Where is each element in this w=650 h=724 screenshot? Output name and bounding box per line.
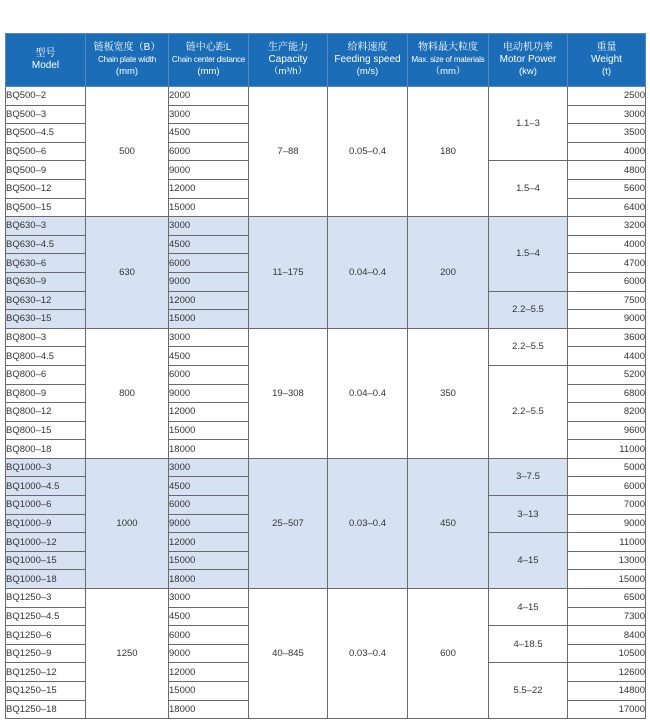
weight-cell: 4400 (568, 347, 646, 366)
feeding-speed-cell: 0.03–0.4 (328, 458, 408, 588)
header-weight-cn: 重量 (596, 42, 617, 53)
motor-power-cell: 2.2–5.5 (489, 291, 568, 328)
chain-distance-cell: 4500 (169, 235, 249, 254)
model-cell: BQ500–9 (6, 161, 86, 180)
model-cell: BQ630–4.5 (6, 235, 86, 254)
capacity-cell: 11–175 (249, 217, 328, 329)
max-size-cell: 350 (408, 328, 489, 458)
chain-distance-cell: 4500 (169, 347, 249, 366)
chain-distance-cell: 15000 (169, 551, 249, 570)
chain-distance-cell: 3000 (169, 328, 249, 347)
header-maxsize-unit: （mm） (430, 66, 466, 77)
chain-distance-cell: 3000 (169, 589, 249, 608)
model-cell: BQ1250–12 (6, 663, 86, 682)
feeding-speed-cell: 0.04–0.4 (328, 328, 408, 458)
chain-distance-cell: 12000 (169, 663, 249, 682)
model-cell: BQ800–18 (6, 440, 86, 459)
chain-distance-cell: 12000 (169, 291, 249, 310)
chain-distance-cell: 4500 (169, 124, 249, 143)
motor-power-cell: 1.1–3 (489, 87, 568, 161)
table-row (6, 87, 646, 106)
model-cell: BQ800–9 (6, 384, 86, 403)
chain-width-cell: 1000 (86, 458, 169, 588)
motor-power-cell: 1.5–4 (489, 161, 568, 217)
weight-cell: 11000 (568, 440, 646, 459)
weight-cell: 7000 (568, 496, 646, 515)
chain-distance-cell: 18000 (169, 700, 249, 719)
weight-cell: 14800 (568, 682, 646, 701)
weight-cell: 6400 (568, 198, 646, 217)
header-distance-unit: (mm) (197, 66, 220, 77)
model-cell: BQ1000–4.5 (6, 477, 86, 496)
chain-distance-cell: 15000 (169, 682, 249, 701)
spec-table-wrapper (5, 33, 646, 719)
model-cell: BQ630–9 (6, 272, 86, 291)
header-capacity (249, 34, 328, 87)
capacity-cell: 19–308 (249, 328, 328, 458)
model-cell: BQ1000–15 (6, 551, 86, 570)
model-cell: BQ630–12 (6, 291, 86, 310)
weight-cell: 9000 (568, 310, 646, 329)
header-capacity-unit: （m³/h） (268, 66, 307, 77)
model-cell: BQ630–15 (6, 310, 86, 329)
header-speed (328, 34, 408, 87)
weight-cell: 6500 (568, 589, 646, 608)
chain-distance-cell: 15000 (169, 421, 249, 440)
header-speed-cn: 给料速度 (347, 42, 388, 53)
capacity-cell: 7–88 (249, 87, 328, 217)
motor-power-cell: 2.2–5.5 (489, 365, 568, 458)
weight-cell: 5600 (568, 179, 646, 198)
table-row (6, 217, 646, 236)
model-cell: BQ1250–4.5 (6, 607, 86, 626)
table-row (6, 458, 646, 477)
header-maxsize (408, 34, 489, 87)
max-size-cell: 200 (408, 217, 489, 329)
header-weight-en: Weight (591, 54, 622, 65)
weight-cell: 15000 (568, 570, 646, 589)
weight-cell: 4800 (568, 161, 646, 180)
header-row (6, 34, 646, 87)
header-power-cn: 电动机功率 (503, 42, 553, 53)
weight-cell: 5200 (568, 365, 646, 384)
model-cell: BQ630–6 (6, 254, 86, 273)
header-weight-unit: (t) (602, 66, 611, 77)
weight-cell: 13000 (568, 551, 646, 570)
chain-distance-cell: 4500 (169, 607, 249, 626)
feeding-speed-cell: 0.04–0.4 (328, 217, 408, 329)
weight-cell: 3500 (568, 124, 646, 143)
chain-distance-cell: 6000 (169, 626, 249, 645)
chain-distance-cell: 3000 (169, 458, 249, 477)
motor-power-cell: 5.5–22 (489, 663, 568, 719)
weight-cell: 3000 (568, 105, 646, 124)
header-capacity-en: Capacity (268, 54, 308, 65)
weight-cell: 17000 (568, 700, 646, 719)
model-cell: BQ800–4.5 (6, 347, 86, 366)
model-cell: BQ500–4.5 (6, 124, 86, 143)
motor-power-cell: 4–15 (489, 533, 568, 589)
header-distance-cn: 链中心距L (185, 42, 232, 53)
weight-cell: 8400 (568, 626, 646, 645)
header-weight (568, 34, 646, 87)
chain-distance-cell: 9000 (169, 514, 249, 533)
header-model (6, 34, 86, 87)
capacity-cell: 40–845 (249, 589, 328, 719)
chain-distance-cell: 6000 (169, 365, 249, 384)
chain-distance-cell: 9000 (169, 384, 249, 403)
header-distance-en: Chain center distance (171, 55, 246, 64)
model-cell: BQ1000–3 (6, 458, 86, 477)
max-size-cell: 450 (408, 458, 489, 588)
model-cell: BQ500–15 (6, 198, 86, 217)
chain-distance-cell: 3000 (169, 105, 249, 124)
model-cell: BQ800–6 (6, 365, 86, 384)
header-distance (169, 34, 249, 87)
model-cell: BQ800–15 (6, 421, 86, 440)
chain-distance-cell: 18000 (169, 440, 249, 459)
spec-table-body (6, 87, 646, 719)
model-cell: BQ500–3 (6, 105, 86, 124)
chain-distance-cell: 2000 (169, 87, 249, 106)
weight-cell: 11000 (568, 533, 646, 552)
feeding-speed-cell: 0.05–0.4 (328, 87, 408, 217)
weight-cell: 7500 (568, 291, 646, 310)
chain-distance-cell: 12000 (169, 533, 249, 552)
weight-cell: 9000 (568, 514, 646, 533)
weight-cell: 4000 (568, 235, 646, 254)
model-cell: BQ1250–6 (6, 626, 86, 645)
model-cell: BQ1250–3 (6, 589, 86, 608)
chain-distance-cell: 6000 (169, 142, 249, 161)
chain-distance-cell: 9000 (169, 161, 249, 180)
weight-cell: 6000 (568, 477, 646, 496)
model-cell: BQ1250–9 (6, 644, 86, 663)
header-capacity-cn: 生产能力 (268, 42, 308, 53)
weight-cell: 4700 (568, 254, 646, 273)
table-row (6, 589, 646, 608)
model-cell: BQ1000–12 (6, 533, 86, 552)
model-cell: BQ800–12 (6, 403, 86, 422)
feeding-speed-cell: 0.03–0.4 (328, 589, 408, 719)
chain-distance-cell: 6000 (169, 496, 249, 515)
model-cell: BQ1250–18 (6, 700, 86, 719)
model-cell: BQ500–6 (6, 142, 86, 161)
motor-power-cell: 2.2–5.5 (489, 328, 568, 365)
header-maxsize-cn: 物料最大粒度 (418, 42, 478, 53)
model-cell: BQ500–12 (6, 179, 86, 198)
model-cell: BQ1250–15 (6, 682, 86, 701)
chain-width-cell: 1250 (86, 589, 169, 719)
chain-distance-cell: 9000 (169, 272, 249, 291)
max-size-cell: 180 (408, 87, 489, 217)
motor-power-cell: 3–13 (489, 496, 568, 533)
weight-cell: 6800 (568, 384, 646, 403)
weight-cell: 3600 (568, 328, 646, 347)
chain-distance-cell: 3000 (169, 217, 249, 236)
spec-table (5, 33, 646, 719)
model-cell: BQ1000–6 (6, 496, 86, 515)
header-width-cn: 链板宽度（B） (93, 42, 161, 53)
header-model-en: Model (31, 60, 60, 71)
model-cell: BQ800–3 (6, 328, 86, 347)
header-width (86, 34, 169, 87)
weight-cell: 7300 (568, 607, 646, 626)
max-size-cell: 600 (408, 589, 489, 719)
table-row (6, 328, 646, 347)
header-power (489, 34, 568, 87)
chain-distance-cell: 12000 (169, 179, 249, 198)
weight-cell: 3200 (568, 217, 646, 236)
chain-distance-cell: 18000 (169, 570, 249, 589)
chain-distance-cell: 15000 (169, 198, 249, 217)
chain-width-cell: 800 (86, 328, 169, 458)
header-speed-en: Feeding speed (334, 54, 401, 65)
header-power-unit: (kw) (519, 66, 537, 77)
model-cell: BQ630–3 (6, 217, 86, 236)
header-width-en: Chain plate width (98, 55, 156, 64)
chain-distance-cell: 15000 (169, 310, 249, 329)
header-width-unit: (mm) (115, 66, 139, 77)
chain-width-cell: 630 (86, 217, 169, 329)
header-speed-unit: (m/s) (356, 66, 379, 77)
weight-cell: 5000 (568, 458, 646, 477)
chain-distance-cell: 9000 (169, 644, 249, 663)
motor-power-cell: 1.5–4 (489, 217, 568, 291)
chain-distance-cell: 6000 (169, 254, 249, 273)
weight-cell: 9600 (568, 421, 646, 440)
header-maxsize-en: Max. size of materials (411, 55, 485, 64)
chain-width-cell: 500 (86, 87, 169, 217)
motor-power-cell: 4–15 (489, 589, 568, 626)
chain-distance-cell: 12000 (169, 403, 249, 422)
motor-power-cell: 4–18.5 (489, 626, 568, 663)
header-power-en: Motor Power (499, 54, 557, 65)
model-cell: BQ1000–18 (6, 570, 86, 589)
model-cell: BQ500–2 (6, 87, 86, 106)
weight-cell: 6000 (568, 272, 646, 291)
model-cell: BQ1000–9 (6, 514, 86, 533)
motor-power-cell: 3–7.5 (489, 458, 568, 495)
weight-cell: 4000 (568, 142, 646, 161)
header-model-cn: 型号 (35, 48, 56, 59)
chain-distance-cell: 4500 (169, 477, 249, 496)
weight-cell: 10500 (568, 644, 646, 663)
weight-cell: 12600 (568, 663, 646, 682)
weight-cell: 8200 (568, 403, 646, 422)
weight-cell: 2500 (568, 87, 646, 106)
capacity-cell: 25–507 (249, 458, 328, 588)
